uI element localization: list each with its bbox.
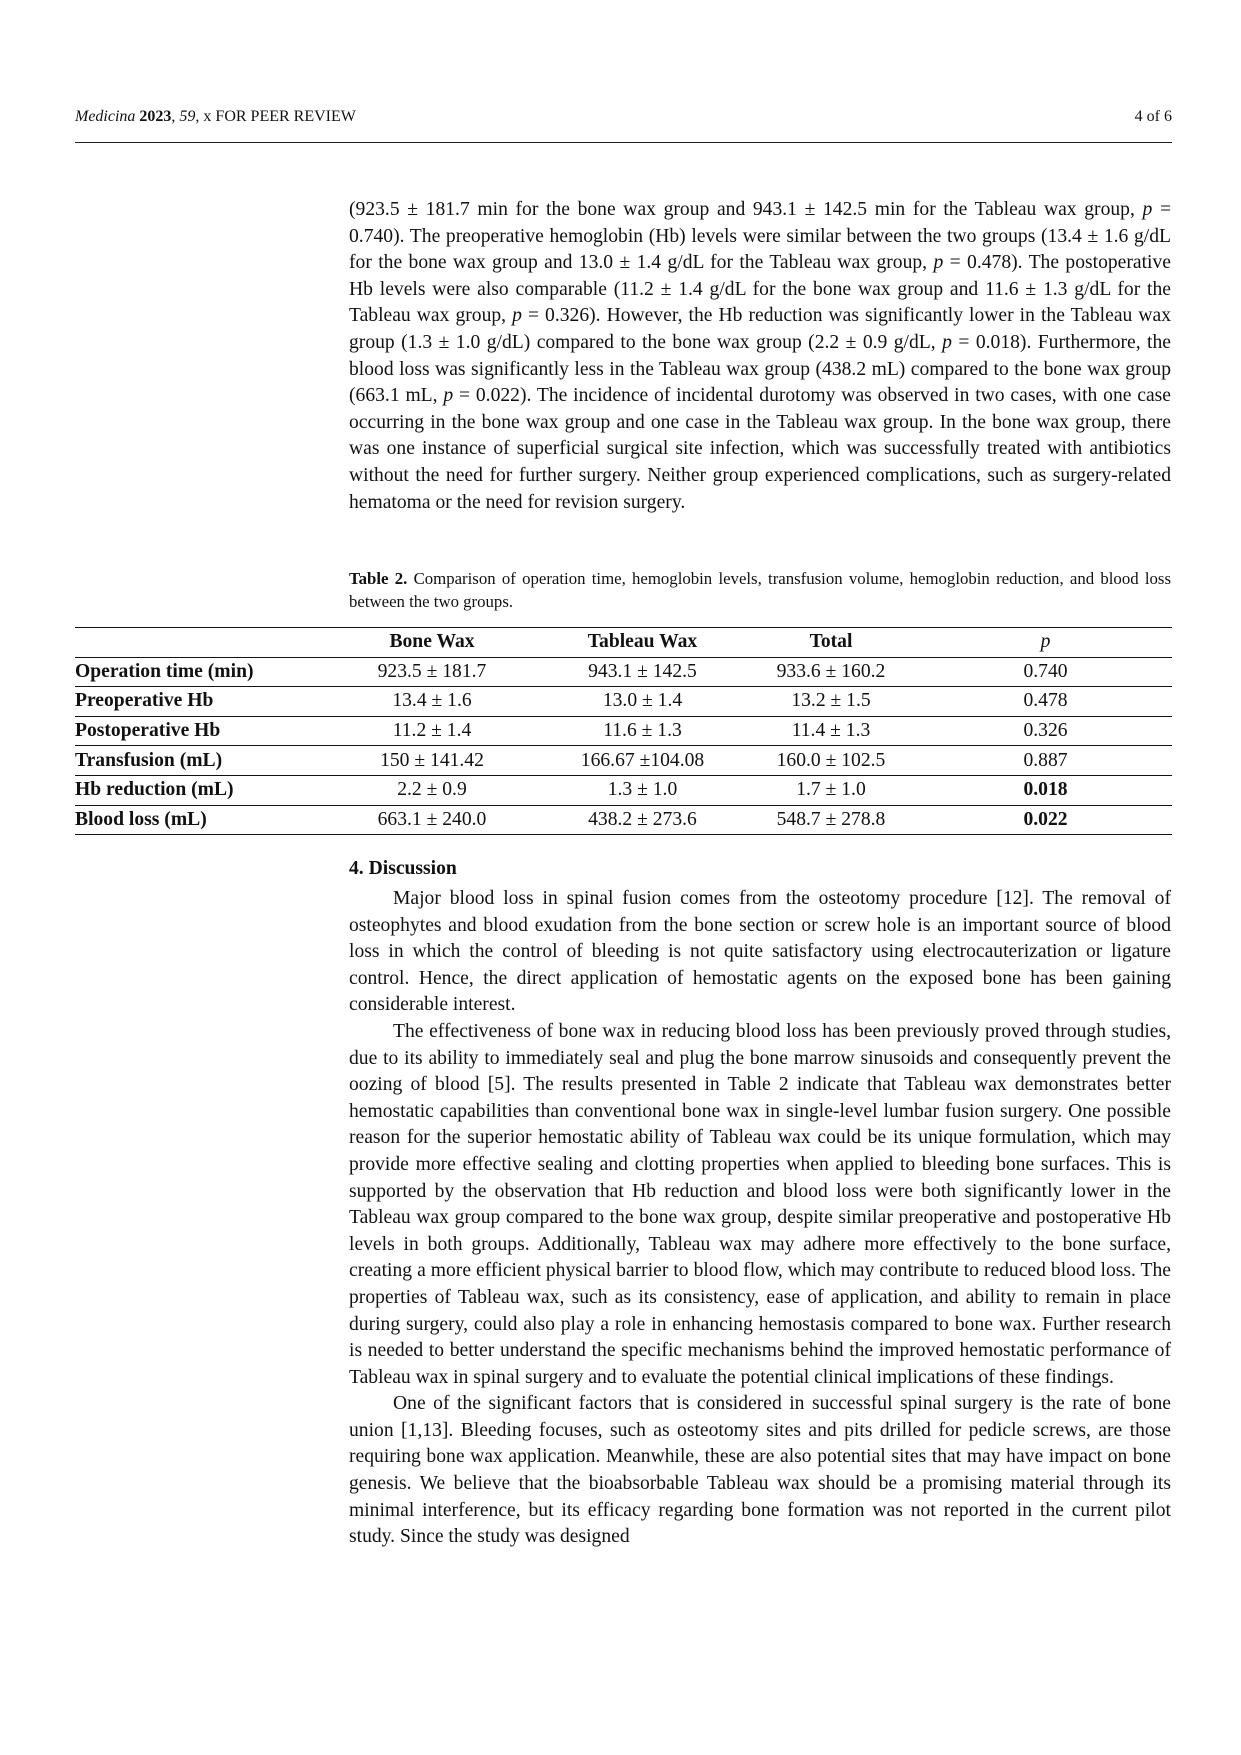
running-head-rest: , x FOR PEER REVIEW bbox=[195, 108, 356, 125]
table-label: Table 2. bbox=[349, 569, 408, 588]
cell: 13.2 ± 1.5 bbox=[743, 687, 919, 717]
cell: 13.4 ± 1.6 bbox=[322, 687, 542, 717]
header-p: p bbox=[919, 628, 1172, 658]
p-symbol: p bbox=[933, 252, 944, 274]
cell-p: 0.887 bbox=[919, 746, 1172, 776]
cell-p: 0.326 bbox=[919, 716, 1172, 746]
comparison-table bbox=[75, 627, 1172, 835]
cell-p-significant: 0.018 bbox=[919, 775, 1172, 805]
cell: 150 ± 141.42 bbox=[322, 746, 542, 776]
header-tableau-wax: Tableau Wax bbox=[542, 628, 743, 658]
table-header-row bbox=[75, 628, 1172, 658]
table-row bbox=[75, 775, 1172, 805]
page-header bbox=[75, 108, 1172, 143]
cell: 11.6 ± 1.3 bbox=[542, 716, 743, 746]
text-span: = 0.022). The incidence of incidental durotomy was observed in two cases, with one case occurring in the bone wax group and one case in the Tableau wax group. In the bone wax group, there was one instance of superficial surgical site infection, which was successfully treated with antibiotics without the need for further surgery. Neither group experienced complications, such as surgery-related hematoma or the need for revision surgery. bbox=[349, 385, 1171, 513]
cell: 160.0 ± 102.5 bbox=[743, 746, 919, 776]
cell: 943.1 ± 142.5 bbox=[542, 657, 743, 687]
cell: 438.2 ± 273.6 bbox=[542, 805, 743, 835]
page-number: 4 of 6 bbox=[1134, 108, 1172, 125]
row-label: Operation time (min) bbox=[75, 657, 322, 687]
text-span: (923.5 ± 181.7 min for the bone wax group and 943.1 ± 142.5 min for the Tableau wax group, bbox=[349, 199, 1143, 220]
cell: 548.7 ± 278.8 bbox=[743, 805, 919, 835]
row-label: Hb reduction (mL) bbox=[75, 775, 322, 805]
discussion-body bbox=[349, 886, 1171, 1551]
cell: 2.2 ± 0.9 bbox=[322, 775, 542, 805]
text-span: = 0.326). However, the Hb reduction was significantly lower in the Tableau wax group (1.3 ± 1.0 g/dL) compared to the bone wax group (2.2 ± 0.9 g/dL, bbox=[349, 305, 1171, 353]
text-span: = 0.740). The preoperative hemoglobin (Hb) levels were similar between the two groups (13.4 ± 1.6 g/dL for the bone wax group and 13.0 ± 1.4 g/dL for the Tableau wax group, bbox=[349, 199, 1171, 274]
cell: 13.0 ± 1.4 bbox=[542, 687, 743, 717]
text-span: = 0.018). Furthermore, the blood loss was significantly less in the Tableau wax group (438.2 mL) compared to the bone wax group (663.1 mL, bbox=[349, 331, 1171, 407]
cell: 1.7 ± 1.0 bbox=[743, 775, 919, 805]
cell-p: 0.740 bbox=[919, 657, 1172, 687]
row-label: Transfusion (mL) bbox=[75, 746, 322, 776]
text-span: = 0.478). The postoperative Hb levels were also comparable (11.2 ± 1.4 g/dL for the bone wax group and 11.6 ± 1.3 g/dL for the Tableau wax group, bbox=[349, 252, 1171, 327]
p-symbol: p bbox=[512, 305, 522, 327]
row-label: Blood loss (mL) bbox=[75, 805, 322, 835]
table-row bbox=[75, 716, 1172, 746]
cell: 1.3 ± 1.0 bbox=[542, 775, 743, 805]
p-symbol: p bbox=[942, 331, 952, 353]
journal-year: 2023 bbox=[139, 108, 172, 125]
row-label: Postoperative Hb bbox=[75, 716, 322, 746]
row-label: Preoperative Hb bbox=[75, 687, 322, 717]
header-empty bbox=[75, 628, 322, 658]
cell-p-significant: 0.022 bbox=[919, 805, 1172, 835]
cell: 166.67 ±104.08 bbox=[542, 746, 743, 776]
discussion-paragraph: The effectiveness of bone wax in reducing blood loss has been previously proved through studies, due to its ability to immediately seal and plug the bone marrow sinusoids and consequently prevent the oozing of blood [5]. The results presented in Table 2 indicate that Tableau wax demonstrates better hemostatic capabilities than conventional bone wax in single-level lumbar fusion surgery. One possible reason for the superior hemostatic ability of Tableau wax could be its unique formulation, which may provide more effective sealing and clotting properties when applied to bleeding bone surfaces. This is supported by the observation that Hb reduction and blood loss were both significantly lower in the Tableau wax group compared to the bone wax group, despite similar preoperative and postoperative Hb levels in both groups. Additionally, Tableau wax may adhere more effectively to the bone surface, creating a more efficient physical barrier to blood flow, which may contribute to reduced blood loss. The properties of Tableau wax, such as its consistency, ease of application, and ability to remain in place during surgery, could also play a role in enhancing hemostasis compared to bone wax. Further research is needed to better understand the specific mechanisms behind the improved hemostatic performance of Tableau wax in spinal surgery and to evaluate the potential clinical implications of these findings. bbox=[349, 1020, 1171, 1388]
journal-name: Medicina bbox=[75, 108, 136, 125]
cell: 11.2 ± 1.4 bbox=[322, 716, 542, 746]
table-row bbox=[75, 805, 1172, 835]
p-symbol: p bbox=[1142, 199, 1153, 220]
table-caption bbox=[349, 567, 1171, 613]
results-paragraph bbox=[349, 197, 1171, 516]
table-row bbox=[75, 746, 1172, 776]
cell: 663.1 ± 240.0 bbox=[322, 805, 542, 835]
section-title: 4. Discussion bbox=[349, 858, 457, 879]
journal-volume: 59 bbox=[179, 108, 196, 125]
header-total: Total bbox=[743, 628, 919, 658]
p-symbol: p bbox=[443, 385, 454, 407]
cell: 933.6 ± 160.2 bbox=[743, 657, 919, 687]
header-bone-wax: Bone Wax bbox=[322, 628, 542, 658]
cell: 11.4 ± 1.3 bbox=[743, 716, 919, 746]
table-caption-text: Comparison of operation time, hemoglobin levels, transfusion volume, hemoglobin reduction, and blood loss between the two groups. bbox=[349, 569, 1171, 611]
discussion-paragraph: Major blood loss in spinal fusion comes from the osteotomy procedure [12]. The removal of osteophytes and blood exudation from the bone section or screw hole is an important source of blood loss in which the control of bleeding is not quite satisfactory using electrocauterization or ligature control. Hence, the direct application of hemostatic agents on the exposed bone has been gaining considerable interest. bbox=[349, 888, 1171, 1016]
table-row bbox=[75, 657, 1172, 687]
discussion-paragraph: One of the significant factors that is considered in successful spinal surgery is the rate of bone union [1,13]. Bleeding focuses, such as osteotomy sites and pits drilled for pedicle screws, are those requiring bone wax application. Meanwhile, these are also potential sites that may have impact on bone genesis. We believe that the bioabsorbable Tableau wax should be a promising material through its minimal interference, but its efficacy regarding bone formation was not reported in the current pilot study. Since the study was designed bbox=[349, 1393, 1171, 1548]
table-row bbox=[75, 687, 1172, 717]
running-head: Medicina 2023, 59, x FOR PEER REVIEW bbox=[75, 108, 356, 125]
cell-p: 0.478 bbox=[919, 687, 1172, 717]
cell: 923.5 ± 181.7 bbox=[322, 657, 542, 687]
